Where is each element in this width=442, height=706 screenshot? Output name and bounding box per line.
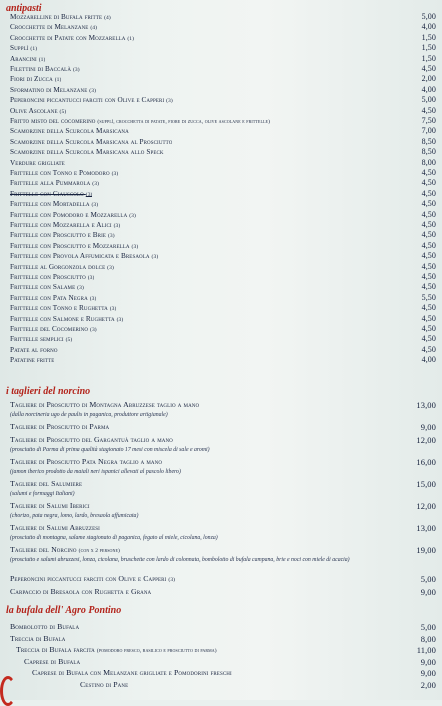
dish-note: (pomodoro fresco, basilico e prosciutto di parma) — [96, 648, 217, 655]
dish-name: Fritto misto del cocomerino — [10, 117, 96, 125]
dish-note: (1) — [54, 77, 62, 84]
dish-name: Tagliere di Prosciutto di Montagna Abruzzese taglio a mano — [10, 400, 200, 409]
dish-name: Frittelle con Pomodoro e Mozzarella — [10, 210, 128, 219]
dish-name: Peperoncini piccantucci farciti con Olive e Capperi — [10, 574, 167, 583]
menu-item-price: 5,00 — [421, 12, 436, 21]
dish-name: Frittelle con Salmone e Rughetta — [10, 314, 115, 323]
dish-note: (3) — [87, 275, 95, 281]
menu-item-name — [80, 680, 128, 690]
menu-item-row — [10, 178, 436, 188]
dish-name: Frittelle con Prosciutto e Mozzarella — [10, 241, 130, 250]
menu-item-name — [10, 422, 109, 432]
dish-name: Carpaccio di Bresaola con Rughetta e Grana — [10, 587, 152, 596]
dish-note: (5) — [65, 337, 73, 344]
menu-item-price: 4,50 — [421, 272, 436, 281]
dish-name: Mozzarelline di Bufala fritte — [10, 13, 103, 21]
dish-note: (3) — [92, 181, 99, 188]
menu-item-name — [10, 137, 172, 147]
menu-item-name — [10, 168, 118, 179]
menu-item-row — [32, 668, 436, 678]
menu-item-price: 9,00 — [420, 668, 436, 679]
menu-item-price: 4,50 — [421, 344, 436, 354]
menu-item-row — [10, 126, 436, 136]
dish-note: (3) — [116, 316, 124, 323]
menu-item-name — [10, 158, 65, 168]
menu-item-row — [10, 116, 436, 126]
menu-item-row — [24, 657, 436, 667]
menu-item-row — [10, 85, 436, 95]
menu-item-name — [10, 622, 79, 632]
menu-item-price: 4,50 — [421, 282, 436, 292]
menu-item-row — [10, 220, 436, 230]
menu-item-price: 4,50 — [421, 64, 436, 73]
dish-name: Frittelle con Provola Affumicata e Bresaola — [10, 252, 150, 261]
dish-name: Frittelle con Prosciutto — [10, 273, 86, 281]
dish-name: Olive Ascolane — [10, 106, 58, 115]
menu-item-price: 1,50 — [421, 32, 436, 42]
menu-item-row — [10, 634, 436, 644]
menu-item-name — [10, 293, 96, 304]
menu-item-row — [16, 645, 436, 655]
menu-item-name — [10, 220, 120, 231]
item-description: (prosciutto e salumi abruzzesi, lonza, cicolana, bruschette con lardo di colonnata, bombolotto di bufala campana, brie e noci con miele di acacia) — [10, 557, 350, 563]
menu-item-price: 1,50 — [421, 43, 436, 53]
menu-item-price: 15,00 — [416, 479, 436, 489]
dish-name: Tagliere di Prosciutto del Gargantuà taglio a mano — [10, 435, 173, 444]
menu-item-row — [10, 230, 436, 240]
menu-item-price: 16,00 — [416, 457, 436, 467]
dish-note: (3) — [151, 254, 159, 261]
dish-name: Cestino di Pane — [80, 680, 129, 689]
section-title-bufala: la bufala dell' Agro Pontino — [6, 605, 122, 616]
menu-item-price: 5,00 — [420, 574, 436, 584]
menu-item-name — [10, 12, 111, 23]
dish-name: Treccia di Bufala farcita — [16, 645, 95, 655]
menu-item-row — [10, 12, 436, 22]
menu-item-name — [10, 230, 115, 241]
menu-item-price: 4,00 — [421, 22, 436, 32]
menu-item-row — [10, 54, 436, 64]
menu-item-name — [10, 282, 84, 293]
menu-item-row — [10, 262, 436, 272]
menu-item-name — [16, 645, 217, 656]
dish-name: Frittelle del Cocomerino — [10, 325, 89, 333]
menu-item-name — [10, 106, 66, 117]
dish-name: Tagliere di Prosciutto di Parma — [10, 422, 110, 431]
dish-name: Sformatino di Melanzane — [10, 85, 88, 94]
dish-note: (1) — [127, 35, 135, 42]
menu-item-name — [10, 241, 138, 252]
menu-item-price: 4,50 — [421, 220, 436, 229]
menu-item-price: 4,50 — [421, 178, 436, 188]
menu-item-price: 4,50 — [421, 261, 436, 271]
dish-name: Scamorzine della Scurcola Marsicana — [10, 127, 129, 136]
section-title-antipasti: antipasti — [6, 3, 42, 14]
dish-name: Patatine fritte — [10, 356, 55, 365]
menu-item-name — [10, 126, 129, 136]
menu-item-row — [10, 303, 436, 313]
menu-item-row — [10, 64, 436, 74]
menu-item-name — [10, 355, 54, 365]
menu-item-row — [10, 106, 436, 116]
dish-name: Bombolotto di Bufala — [10, 622, 80, 631]
menu-item-row — [10, 241, 436, 251]
dish-name: Caprese di Bufala — [24, 656, 81, 666]
menu-item-price: 13,00 — [416, 400, 436, 410]
dish-note: (3) — [107, 233, 115, 240]
dish-note: (4) — [104, 15, 111, 21]
menu-item-row — [10, 422, 436, 432]
menu-item-price: 7,00 — [421, 126, 436, 136]
menu-item-name — [10, 178, 99, 189]
menu-item-price: 4,50 — [421, 303, 436, 313]
menu-item-row — [10, 22, 436, 32]
dish-note: (1) — [38, 56, 46, 63]
item-description: (jamon iberico prodotto da maiali neri ispanici allevati al pascolo libero) — [10, 469, 181, 475]
dish-note: (3) — [111, 171, 119, 177]
menu-item-price: 11,00 — [416, 645, 436, 656]
dish-note: (con x 2 persone) — [78, 548, 120, 554]
dish-note: (3) — [113, 223, 121, 229]
menu-item-name — [10, 334, 72, 345]
menu-item-name — [10, 147, 164, 157]
menu-item-price: 4,50 — [421, 324, 436, 333]
menu-item-name — [10, 95, 173, 106]
menu-item-name — [10, 199, 98, 210]
dish-note: (3) — [107, 264, 114, 271]
dish-note: (3) — [91, 202, 99, 209]
menu-item-name — [10, 85, 96, 96]
dish-name: Tagliere di Salumi Iberici — [10, 501, 90, 510]
dish-name: Frittelle con Prosciutto e Brie — [10, 231, 107, 240]
dish-name: Frittelle con Salame — [10, 283, 76, 292]
menu-item-price: 7,50 — [421, 116, 436, 125]
dish-note: (3) — [131, 243, 139, 250]
menu-item-name — [10, 116, 270, 127]
menu-item-row — [10, 355, 436, 365]
menu-item-name — [10, 324, 97, 335]
menu-item-price: 4,00 — [421, 355, 436, 365]
menu-item-row — [10, 33, 436, 43]
dish-name: Crocchette di Patate con Mozzarella — [10, 33, 126, 42]
dish-name: Patate al forno — [10, 345, 58, 354]
menu-item-price: 4,50 — [421, 230, 436, 240]
dish-name: Fiori di Zucca — [10, 75, 53, 84]
dish-note: (3) — [129, 212, 136, 219]
menu-item-price: 4,50 — [421, 251, 436, 261]
menu-item-row — [10, 587, 436, 597]
menu-item-row — [80, 680, 436, 690]
menu-item-price: 5,50 — [421, 292, 436, 302]
menu-item-price: 13,00 — [416, 523, 436, 533]
menu-item-price: 8,50 — [421, 136, 436, 146]
menu-item-name — [10, 479, 82, 489]
dish-name: Tagliere del Salumiere — [10, 479, 83, 488]
dish-name: Frittelle semplici — [10, 335, 64, 344]
menu-item-name — [10, 574, 175, 585]
menu-item-price: 8,00 — [420, 633, 436, 644]
item-description: (salumi e formaggi Italiani) — [10, 491, 75, 497]
menu-item-price: 4,50 — [421, 334, 436, 344]
menu-item-name — [10, 22, 97, 33]
dish-name: Frittelle con Mortadella — [10, 200, 90, 209]
menu-item-row — [10, 272, 436, 282]
menu-item-name — [10, 345, 58, 355]
menu-item-row — [10, 523, 436, 533]
dish-name: Peperoncini piccantucci farciti con Olive e Capperi — [10, 96, 165, 105]
dish-note: (5) — [59, 108, 67, 115]
dish-name: Crocchette di Melanzane — [10, 23, 89, 32]
decorative-red-swirl — [0, 676, 16, 706]
menu-item-name — [10, 262, 114, 273]
dish-name: Frittelle con Tonno e Pomodoro — [10, 169, 110, 177]
menu-item-row — [10, 282, 436, 292]
menu-item-price: 19,00 — [416, 545, 436, 555]
menu-item-name — [10, 545, 120, 556]
menu-item-name — [10, 272, 94, 283]
dish-name: Frittelle al Gorgonzola dolce — [10, 262, 106, 271]
menu-item-name — [10, 54, 45, 65]
menu-item-price: 4,50 — [421, 240, 436, 250]
menu-item-name — [10, 189, 92, 200]
menu-item-row — [10, 501, 436, 511]
menu-item-name — [10, 400, 199, 410]
dish-name: Frittelle con Mozzarella e Alici — [10, 221, 112, 229]
menu-item-name — [10, 457, 162, 467]
menu-item-price: 9,00 — [420, 587, 436, 597]
dish-note: (4) — [90, 25, 98, 32]
dish-note: (supplì, crocchetta di patate, fiore di zucca, olive ascolane e frittelle) — [97, 119, 271, 125]
menu-item-price: 4,00 — [421, 84, 436, 94]
dish-name: Tagliere di Prosciutto Pata Negra taglio a mano — [10, 457, 163, 466]
menu-item-name — [10, 501, 90, 511]
menu-item-name — [10, 43, 37, 54]
menu-item-name — [32, 668, 232, 678]
dish-name: Supplì — [10, 44, 29, 53]
menu-item-row — [10, 210, 436, 220]
menu-item-price: 4,50 — [421, 199, 436, 209]
menu-item-row — [10, 479, 436, 489]
dish-name: Frittelle alla Pummarola — [10, 179, 91, 188]
menu-item-row — [10, 74, 436, 84]
menu-item-name — [10, 587, 151, 597]
dish-name: Scamorzine della Scurcola Marsicana allo Speck — [10, 148, 164, 157]
menu-item-row — [10, 314, 436, 324]
menu-item-price: 12,00 — [416, 501, 436, 511]
dish-note: (3) — [85, 191, 93, 198]
dish-name: Frittelle con Ciauscolo — [10, 189, 84, 198]
menu-item-row — [10, 95, 436, 105]
dish-name: Frittelle con Tonno e Rughetta — [10, 304, 108, 313]
menu-item-row — [10, 574, 436, 584]
menu-item-row — [10, 147, 436, 157]
menu-item-name — [10, 74, 61, 85]
dish-name: Caprese di Bufala con Melanzane grigliate e Pomodorini freschi — [32, 668, 232, 678]
menu-item-name — [10, 634, 65, 644]
menu-item-price: 4,50 — [421, 188, 436, 198]
item-description: (prosciutto di Parma di prima qualità stagionato 17 mesi con miscela di sale e aromi) — [10, 447, 210, 453]
menu-item-name — [10, 314, 123, 325]
menu-item-row — [10, 43, 436, 53]
menu-item-price: 4,50 — [421, 105, 436, 115]
dish-name: Verdure grigliate — [10, 158, 65, 167]
menu-item-name — [10, 435, 173, 445]
menu-item-row — [10, 251, 436, 261]
item-description: (dalla norcineria ugo de paulis in paganica, produttore artigianale) — [10, 412, 168, 418]
menu-item-row — [10, 622, 436, 632]
dish-name: Scamorzine della Scurcola Marsicana al Prosciutto — [10, 137, 173, 146]
section-title-taglieri: i taglieri del norcino — [6, 386, 91, 397]
menu-item-name — [24, 657, 80, 667]
menu-item-name — [10, 33, 134, 44]
dish-name: Tagliere di Salumi Abruzzesi — [10, 523, 100, 532]
menu-item-price: 4,50 — [421, 168, 436, 177]
menu-item-row — [10, 168, 436, 178]
menu-item-price: 4,50 — [421, 313, 436, 323]
dish-note: (3) — [72, 67, 80, 73]
dish-name: Frittelle con Pata Negra — [10, 293, 88, 302]
menu-item-row — [10, 324, 436, 334]
dish-name: Filettini di Baccalà — [10, 65, 72, 73]
menu-item-row — [10, 457, 436, 467]
dish-name: Treccia di Bufala — [10, 633, 66, 643]
menu-item-name — [10, 251, 158, 262]
menu-item-price: 2,00 — [421, 74, 436, 84]
menu-item-price: 9,00 — [420, 422, 436, 432]
menu-item-row — [10, 137, 436, 147]
menu-item-row — [10, 435, 436, 445]
dish-note: (3) — [89, 87, 97, 94]
menu-item-row — [10, 158, 436, 168]
menu-item-price: 2,00 — [420, 680, 436, 690]
menu-item-price: 9,00 — [420, 656, 436, 667]
dish-note: (3) — [168, 577, 176, 583]
menu-item-row — [10, 345, 436, 355]
menu-item-price: 5,00 — [421, 95, 436, 105]
menu-item-row — [10, 400, 436, 410]
item-description: (prosciutto di montagna, salame stagionato di paganica, fegato al miele, cicolana, lonza) — [10, 535, 218, 541]
menu-item-row — [10, 545, 436, 555]
menu-item-price: 5,00 — [420, 622, 436, 632]
menu-item-name — [10, 64, 80, 75]
menu-item-price: 4,50 — [421, 209, 436, 219]
dish-name: Arancini — [10, 54, 37, 63]
dish-note: (3) — [166, 98, 173, 105]
dish-note: (3) — [90, 327, 97, 333]
item-description: (chorizo, pata negra, lomo, lardo, bresaola affumicata) — [10, 513, 139, 519]
menu-item-name — [10, 210, 136, 221]
menu-item-row — [10, 334, 436, 344]
dish-note: (3) — [109, 306, 117, 313]
menu-item-row — [10, 199, 436, 209]
menu-item-price: 1,50 — [421, 53, 436, 63]
dish-name: Tagliere del Norcino — [10, 545, 77, 554]
menu-item-row — [10, 189, 436, 199]
menu-item-name — [10, 523, 100, 533]
menu-item-price: 12,00 — [416, 435, 436, 445]
menu-item-price: 8,00 — [421, 157, 436, 167]
dish-note: (1) — [30, 46, 38, 53]
menu-item-price: 8,50 — [421, 147, 436, 157]
menu-item-name — [10, 303, 116, 314]
dish-note: (3) — [89, 295, 97, 302]
dish-note: (3) — [77, 285, 84, 292]
menu-item-row — [10, 293, 436, 303]
